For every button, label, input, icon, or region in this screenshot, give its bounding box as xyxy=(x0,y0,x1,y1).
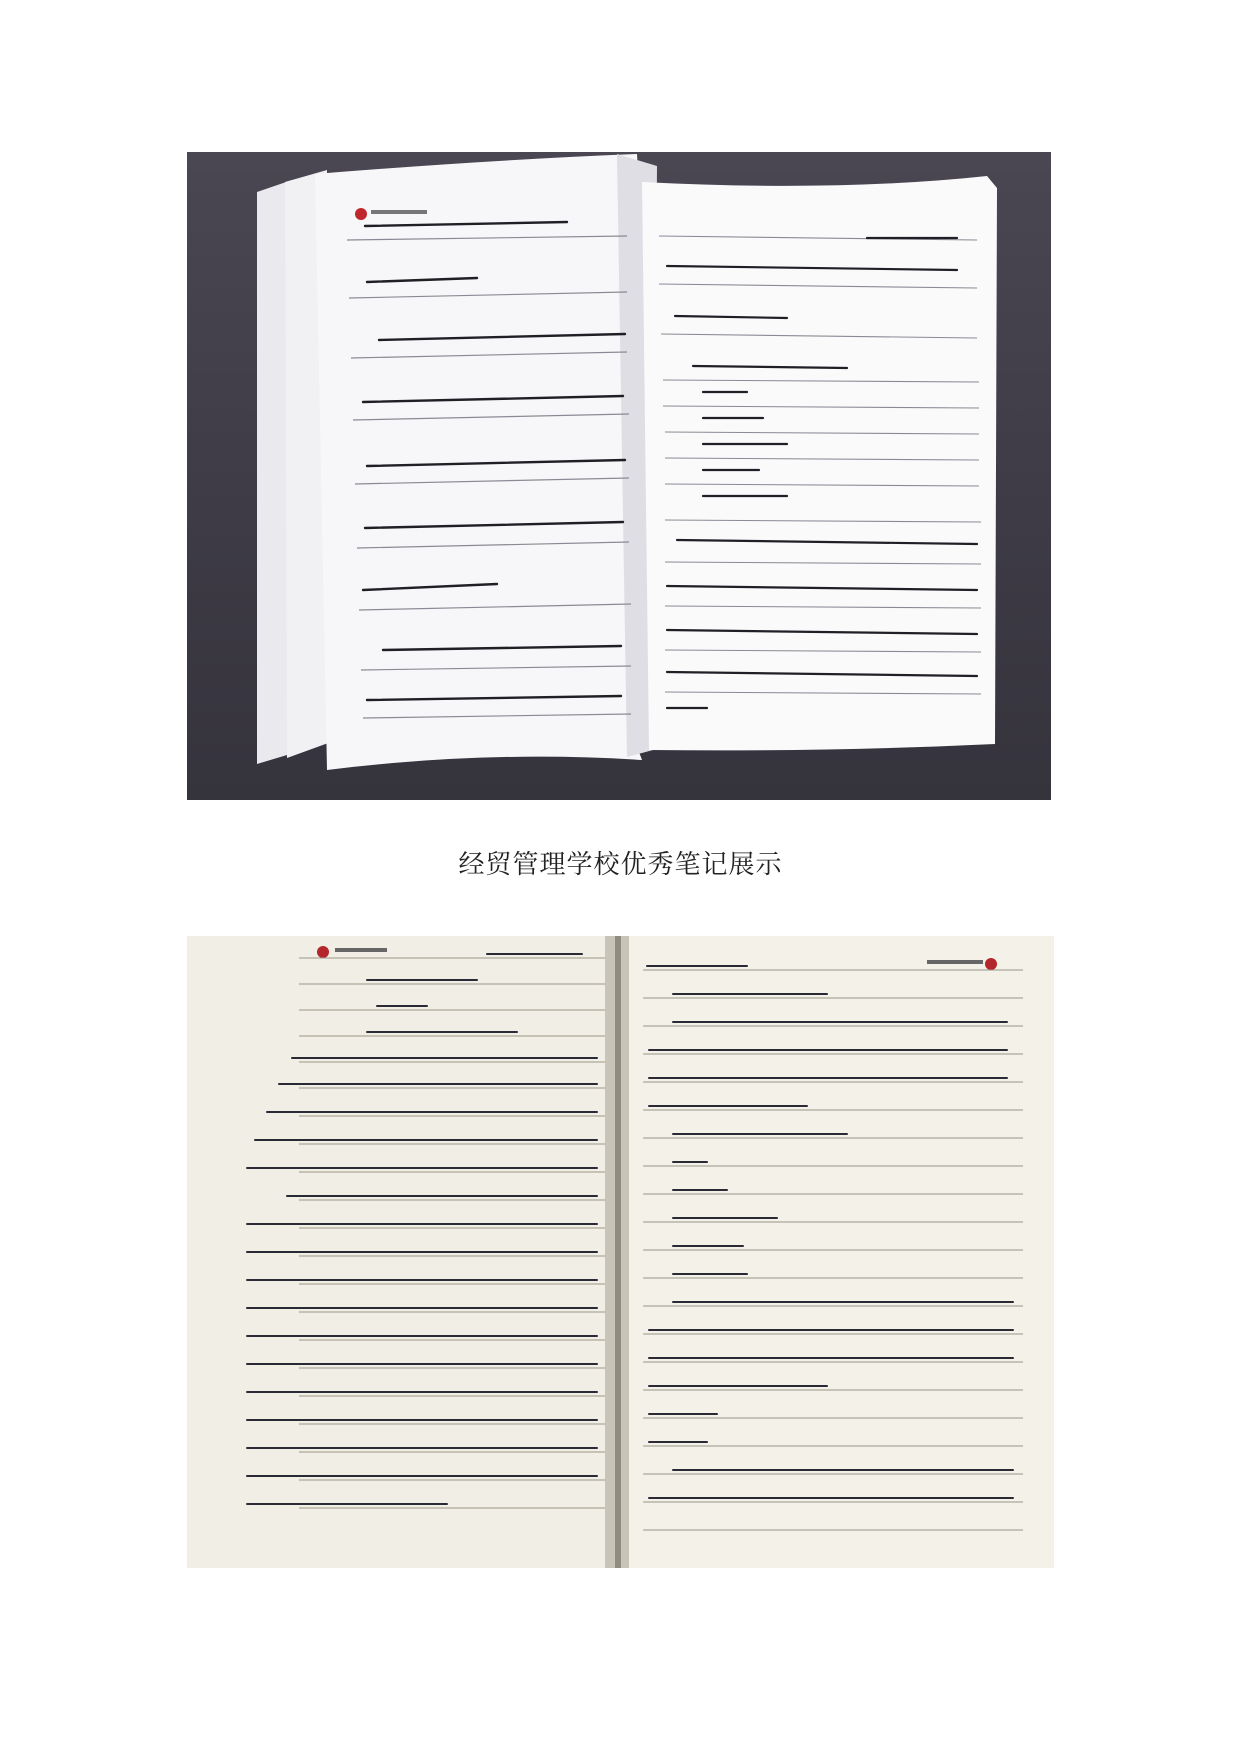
notebook-photo-2 xyxy=(187,936,1054,1568)
caption: 经贸管理学校优秀笔记展示 xyxy=(458,850,783,880)
notebook-photo-1 xyxy=(187,152,1051,800)
